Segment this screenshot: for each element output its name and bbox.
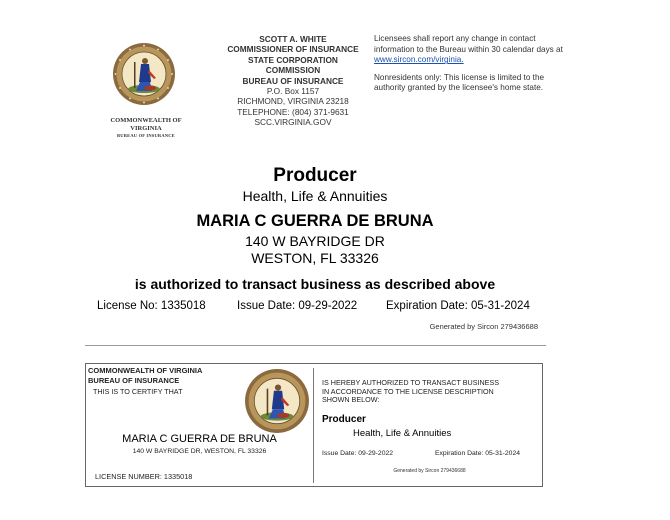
- card-auth-line3: SHOWN BELOW:: [322, 395, 380, 405]
- seal-caption-line1: COMMONWEALTH OF: [110, 117, 182, 124]
- card-certify: THIS IS TO CERTIFY THAT: [93, 387, 183, 396]
- telephone: TELEPHONE: (804) 371-9631: [237, 106, 349, 117]
- city-line: RICHMOND, VIRGINIA 23218: [237, 96, 349, 107]
- authorization-statement: is authorized to transact business as described above: [134, 276, 496, 292]
- commissioner-name: SCOTT A. WHITE: [259, 34, 327, 44]
- seal-caption-line2: VIRGINIA: [130, 125, 162, 132]
- card-licensee-name: MARIA C GUERRA DE BRUNA: [122, 433, 277, 445]
- issue-date: Issue Date: 09-29-2022: [237, 300, 358, 312]
- wallet-card-right: [315, 364, 544, 486]
- commissioner-block: [218, 34, 368, 128]
- virginia-state-seal: [112, 42, 176, 106]
- license-number: License No: 1335018: [97, 300, 206, 312]
- card-licensee-address: 140 W BAYRIDGE DR, WESTON, FL 33326: [132, 448, 267, 455]
- card-header-commonwealth: COMMONWEALTH OF VIRGINIA: [88, 366, 203, 375]
- website: SCC.VIRGINIA.GOV: [254, 117, 332, 128]
- card-header-bureau: BUREAU OF INSURANCE: [88, 376, 180, 385]
- generated-by: Generated by Sircon 279436688: [429, 322, 538, 331]
- card-authorization: [322, 379, 537, 405]
- notice-block: [374, 34, 589, 94]
- nonresident-line1: Nonresidents only: This license is limited to the: [374, 72, 545, 82]
- licensee-address-line2: WESTON, FL 33326: [251, 250, 379, 266]
- po-box: P.O. Box 1157: [266, 86, 320, 97]
- seal-caption: [100, 117, 192, 139]
- divider: [85, 345, 546, 346]
- seal-caption-line3: BUREAU OF INSURANCE: [117, 133, 175, 138]
- license-lines: Health, Life & Annuities: [242, 188, 388, 204]
- wallet-card-left: [86, 364, 313, 486]
- card-seal: [244, 368, 310, 439]
- card-auth-line2: IN ACCORDANCE TO THE LICENSE DESCRIPTION: [322, 386, 494, 396]
- commissioner-title: COMMISSIONER OF INSURANCE: [227, 44, 359, 55]
- licensee-address-line1: 140 W BAYRIDGE DR: [245, 233, 385, 249]
- card-divider: [313, 368, 314, 483]
- wallet-card: [85, 363, 543, 487]
- card-license-number: LICENSE NUMBER: 1335018: [95, 472, 193, 481]
- card-generated-by: Generated by Sircon 279436688: [393, 468, 466, 474]
- card-license-type: Producer: [322, 414, 366, 425]
- card-issue-date: Issue Date: 09-29-2022: [322, 450, 394, 457]
- card-license-lines: Health, Life & Annuities: [353, 428, 452, 439]
- card-expiration-date: Expiration Date: 05-31-2024: [435, 450, 521, 457]
- card-auth-line1: IS HEREBY AUTHORIZED TO TRANSACT BUSINESS: [322, 378, 500, 387]
- licensee-name: MARIA C GUERRA DE BRUNA: [196, 212, 434, 230]
- commission-org-line2: COMMISSION: [265, 65, 321, 76]
- expiration-date: Expiration Date: 05-31-2024: [386, 300, 530, 312]
- notice-line1: Licensees shall report any change in contact: [374, 34, 536, 43]
- nonresident-line2: authority granted by the licensee's home state.: [374, 83, 544, 93]
- sircon-link[interactable]: www.sircon.com/virginia.: [374, 55, 464, 65]
- commission-org-line1: STATE CORPORATION: [248, 54, 338, 65]
- bureau-name: BUREAU OF INSURANCE: [242, 75, 344, 86]
- license-type: Producer: [273, 165, 357, 186]
- notice-line2: information to the Bureau within 30 calendar days at: [374, 44, 563, 54]
